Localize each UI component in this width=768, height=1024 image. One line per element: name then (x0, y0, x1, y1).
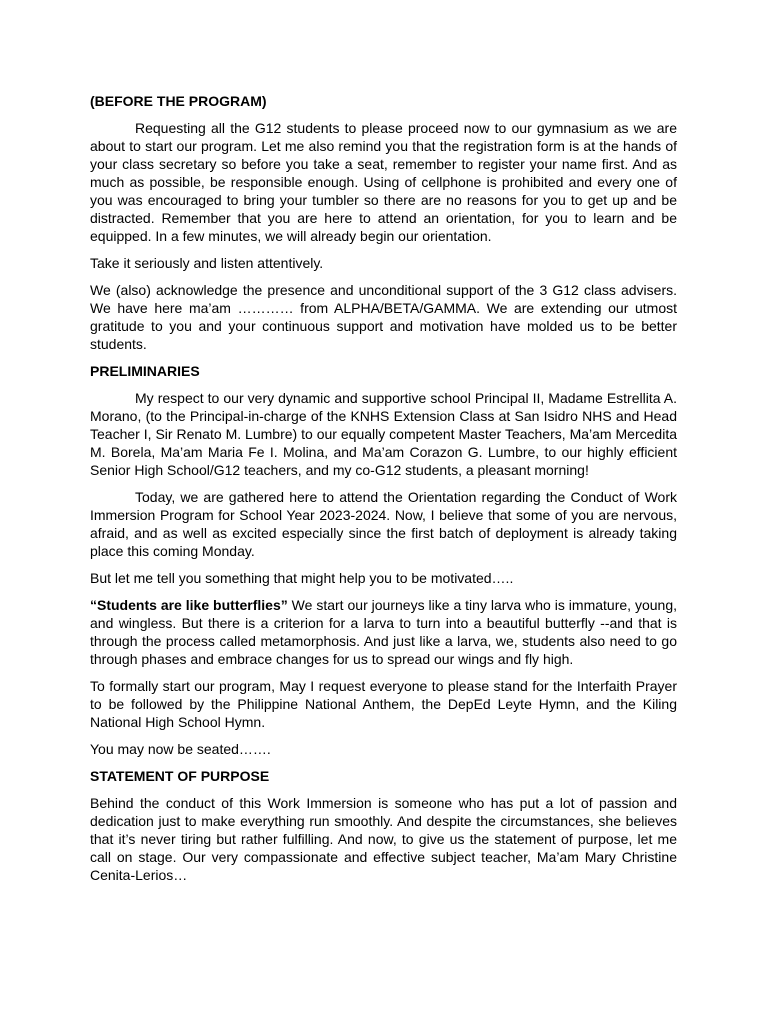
paragraph-listen-attentively: Take it seriously and listen attentively. (90, 255, 324, 271)
butterflies-body: We start our journeys like a tiny larva who is immature, young, and wingless. But there is a criterion for a larva to turn into a beautiful butterfly --and that is through the process called metamorphosis. And just like a larva, we, students also need to go through phases and embrace changes for us to spread our wings and fly high. (90, 597, 677, 667)
section-heading-before-program: (BEFORE THE PROGRAM) (90, 93, 267, 109)
document-page (90, 92, 677, 893)
paragraph-butterflies (90, 596, 677, 668)
paragraph-gymnasium-reminder: Requesting all the G12 students to please proceed now to our gymnasium as we are about to start our program. Let me also remind you that the registration form is at the hands of your class secretary so before you take a seat, remember to register your name first. And as much as possible, be responsible enough. Using of cellphone is prohibited and every one of you was encouraged to bring your tumbler so there are no reasons for you to get up and be distracted. Remember that you are here to attend an orientation, for you to learn and be equipped. In a few minutes, we will already begin our orientation. (90, 120, 677, 244)
paragraph-be-seated: You may now be seated……. (90, 741, 271, 757)
section-heading-statement-of-purpose: STATEMENT OF PURPOSE (90, 768, 270, 784)
paragraph-respect-greeting: My respect to our very dynamic and supportive school Principal II, Madame Estrellita A. Morano, (to the Principal-in-charge of the KNHS Extension Class at San Isidro NHS and Head Teacher I, Sir Renato M. Lumbre) to our equally competent Master Teachers, Ma’am Mercedita M. Borela, Ma’am Maria Fe I. Molina, and Ma’am Corazon G. Lumbre, to our highly efficient Senior High School/G12 teachers, and my co-G12 students, a pleasant morning! (90, 390, 677, 478)
section-heading-preliminaries: PRELIMINARIES (90, 363, 200, 379)
paragraph-class-advisers: We (also) acknowledge the presence and unconditional support of the 3 G12 class advisers. We have here ma’am ………… from ALPHA/BETA/GAMMA. We are extending our utmost gratitude to you and your continuous support and motivation have molded us to be better students. (90, 282, 677, 352)
paragraph-motivation-lead: But let me tell you something that might help you to be motivated….. (90, 570, 514, 586)
paragraph-prayer-anthem: To formally start our program, May I request everyone to please stand for the Interfaith Prayer to be followed by the Philippine National Anthem, the DepEd Leyte Hymn, and the Kiling National High School Hymn. (90, 678, 677, 730)
paragraph-orientation-intro: Today, we are gathered here to attend the Orientation regarding the Conduct of Work Immersion Program for School Year 2023-2024. Now, I believe that some of you are nervous, afraid, and as well as excited especially since the first batch of deployment is already taking place this coming Monday. (90, 489, 677, 559)
paragraph-statement-of-purpose: Behind the conduct of this Work Immersion is someone who has put a lot of passion and dedication just to make everything run smoothly. And despite the circumstances, she believes that it’s never tiring but rather fulfilling. And now, to give us the statement of purpose, let me call on stage. Our very compassionate and effective subject teacher, Ma’am Mary Christine Cenita-Lerios… (90, 795, 677, 883)
butterflies-quote: “Students are like butterflies” (90, 597, 288, 613)
